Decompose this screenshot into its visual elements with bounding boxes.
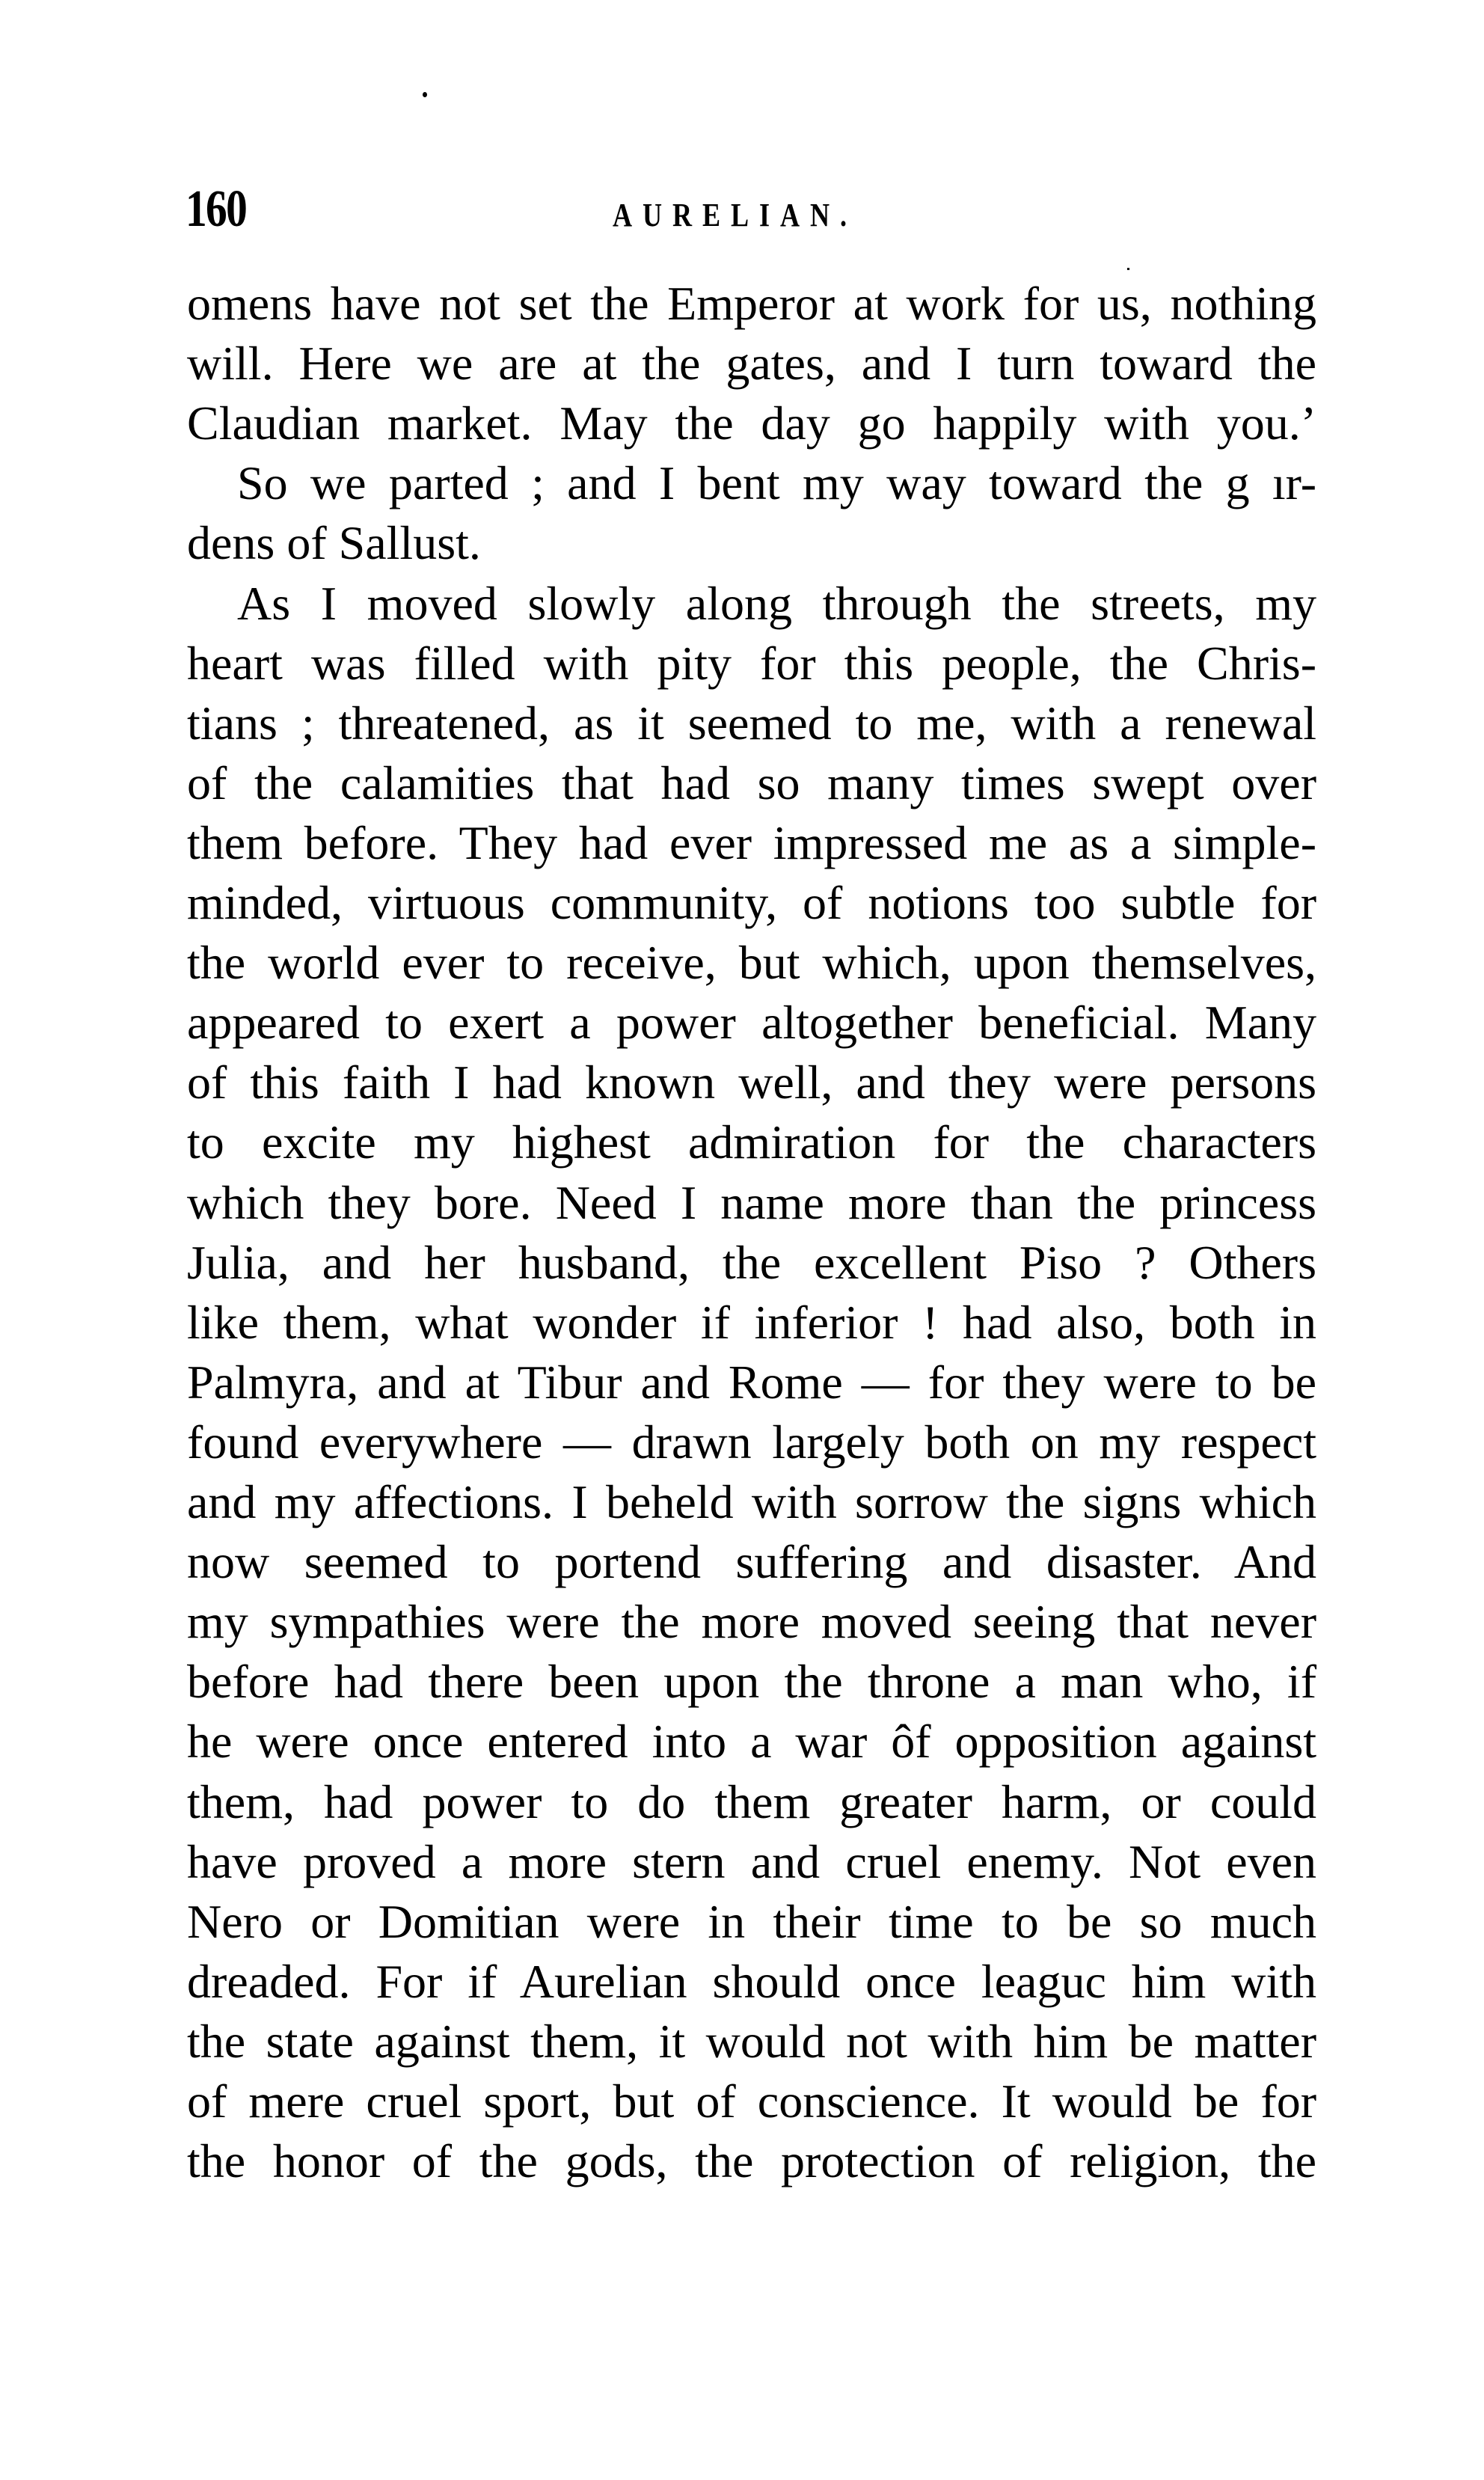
text-line [187, 1892, 1316, 1952]
line-text: appeared to exert a power altogether beneficial. Many [187, 996, 1316, 1050]
line-text: dens of Sallust. [187, 516, 481, 570]
text-line [187, 993, 1316, 1053]
line-text: my sympathies were the more moved seeing that never [187, 1595, 1316, 1649]
paragraph-first-line [237, 453, 1316, 513]
line-text: of the calamities that had so many times swept over [187, 756, 1316, 809]
text-line [187, 1832, 1316, 1892]
text-line [187, 1592, 1316, 1652]
line-text: before had there been upon the throne a man who, if [187, 1655, 1316, 1709]
line-text: the world ever to receive, but which, upon themselves, [187, 936, 1316, 990]
text-line [187, 1772, 1316, 1832]
running-title: AURELIAN. [613, 197, 857, 233]
text-line [187, 813, 1316, 873]
text-line [187, 1652, 1316, 1712]
line-text: heart was filled with pity for this people, the Chris- [187, 636, 1316, 690]
text-line [187, 1472, 1316, 1532]
line-text: So we parted ; and I bent my way toward the g ır- [237, 456, 1316, 510]
line-text: which they bore. Need I name more than the princess [187, 1175, 1316, 1229]
line-text: them before. They had ever impressed me as a simple- [187, 815, 1316, 869]
text-line [187, 2012, 1316, 2072]
line-text: omens have not set the Emperor at work for us, nothing [187, 277, 1316, 330]
text-line [187, 1952, 1316, 2012]
text-line [187, 634, 1316, 694]
text-line [187, 1293, 1316, 1353]
text-line [187, 1412, 1316, 1472]
line-text: the honor of the gods, the protection of religion, the [187, 2134, 1316, 2188]
text-line [187, 274, 1316, 334]
line-text: of this faith I had known well, and they were persons [187, 1056, 1316, 1109]
line-text: tians ; threatened, as it seemed to me, with a renewal [187, 696, 1316, 750]
line-text: minded, virtuous community, of notions too subtle for [187, 876, 1316, 929]
line-text: of mere cruel sport, but of conscience. It would be for [187, 2075, 1316, 2128]
line-text: Julia, and her husband, the excellent Piso ? Others [187, 1235, 1316, 1289]
text-line [187, 1532, 1316, 1592]
line-text: now seemed to portend suffering and disaster. And [187, 1535, 1316, 1589]
line-text: Nero or Domitian were in their time to be so much [187, 1894, 1316, 1948]
line-text: like them, what wonder if inferior ! had also, both in [187, 1295, 1316, 1349]
line-text: Claudian market. May the day go happily with you.’ [187, 397, 1316, 450]
text-line [187, 1053, 1316, 1112]
text-line [187, 694, 1316, 753]
line-text: dreaded. For if Aurelian should once leaguc him with [187, 1954, 1316, 2008]
text-line [187, 873, 1316, 933]
text-line [187, 1353, 1316, 1412]
line-text: the state against them, it would not with him be matter [187, 2014, 1316, 2068]
text-line [187, 2072, 1316, 2131]
line-text: As I moved slowly along through the streets, my [237, 576, 1316, 630]
text-line [187, 513, 1316, 573]
line-text: Palmyra, and at Tibur and Rome — for they were to be [187, 1355, 1316, 1409]
text-line [187, 753, 1316, 813]
text-line [187, 1112, 1316, 1172]
line-text: he were once entered into a war ôf opposition against [187, 1715, 1316, 1769]
text-line [187, 2131, 1316, 2191]
line-text: and my affections. I beheld with sorrow the signs which [187, 1475, 1316, 1528]
paragraph-first-line [237, 574, 1316, 634]
text-line [187, 394, 1316, 453]
text-line [187, 1712, 1316, 1772]
text-line [187, 334, 1316, 394]
line-text: will. Here we are at the gates, and I turn toward the [187, 337, 1316, 391]
text-line [187, 1233, 1316, 1293]
line-text: to excite my highest admiration for the characters [187, 1115, 1316, 1169]
line-text: them, had power to do them greater harm, or could [187, 1775, 1316, 1828]
text-line [187, 1173, 1316, 1233]
text-line [187, 933, 1316, 993]
page-number: 160 [186, 180, 247, 238]
line-text: have proved a more stern and cruel enemy. Not even [187, 1834, 1316, 1888]
line-text: found everywhere — drawn largely both on my respect [187, 1415, 1316, 1469]
